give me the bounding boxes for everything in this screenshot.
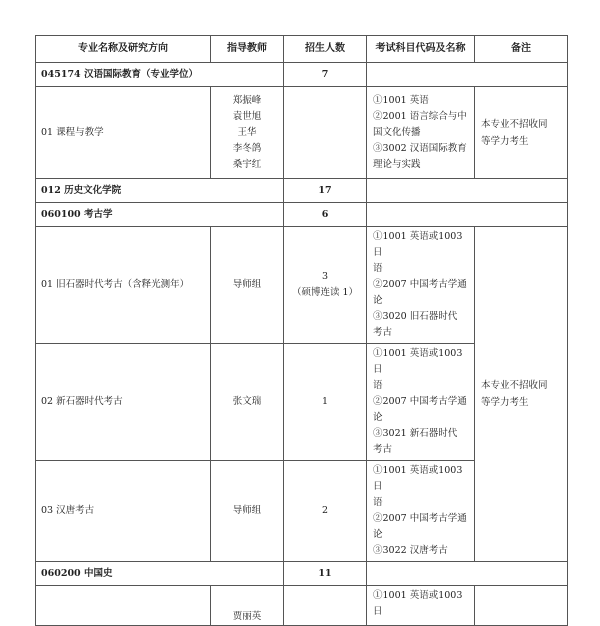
exam-line: ①1001 英语或1003 日 (373, 465, 463, 492)
exam-line: 理论与实践 (373, 158, 421, 170)
remark-line: 等学力考生 (481, 135, 529, 147)
tutor-name: 导师组 (211, 227, 284, 344)
count-value: 3 (321, 271, 329, 282)
enrollment-table (35, 35, 568, 626)
remark-line: 本专业不招收同 (481, 118, 548, 130)
group-row (36, 63, 568, 87)
exam-line: ①1001 英语或1003 日 (373, 590, 463, 617)
tutor-name: 贾丽英 (211, 586, 284, 626)
table-row (36, 87, 568, 179)
group-name: 060200 中国史 (36, 562, 284, 586)
exam-line: 考古 (373, 444, 393, 455)
group-count: 6 (284, 203, 367, 227)
exam-line: ①1001 英语或1003 日 (373, 348, 463, 375)
tutor-name: 郑振峰 (232, 94, 262, 106)
research-direction: 01 旧石器时代考古（含释光测年） (36, 227, 211, 344)
research-direction: 02 新石器时代考古 (36, 344, 211, 461)
tutor-list (211, 87, 284, 179)
group-count: 17 (284, 179, 367, 203)
tutor-name: 导师组 (211, 461, 284, 562)
remark (475, 227, 568, 562)
exam-line: ③3022 汉唐考古 (373, 545, 448, 556)
exam-line: ①1001 英语或1003 日 (373, 231, 463, 258)
enrollment-count: 1 (284, 344, 367, 461)
header-row (36, 36, 568, 63)
remark-line: 本专业不招收同 (481, 380, 548, 391)
exam-line: 语 (373, 380, 383, 391)
group-row (36, 562, 568, 586)
enrollment-count: 2 (284, 461, 367, 562)
group-name: 060100 考古学 (36, 203, 284, 227)
exam-line: 论 (373, 412, 383, 423)
header-count: 招生人数 (284, 36, 367, 63)
group-name: 045174 汉语国际教育（专业学位） (36, 63, 284, 87)
exam-line: ②2007 中国考古学通 (373, 513, 467, 524)
exam-line: ②2007 中国考古学通 (373, 279, 467, 290)
exam-subjects (367, 461, 475, 562)
table-row (36, 586, 568, 626)
exam-subjects (367, 227, 475, 344)
exam-line: 语 (373, 263, 383, 274)
research-direction: 03 汉唐考古 (36, 461, 211, 562)
exam-line: 语 (373, 497, 383, 508)
table-row (36, 227, 568, 344)
group-count: 11 (284, 562, 367, 586)
header-major: 专业名称及研究方向 (36, 36, 211, 63)
enrollment-document (35, 35, 568, 626)
header-note: 备注 (475, 36, 568, 63)
group-row (36, 179, 568, 203)
tutor-name: 王华 (237, 126, 257, 138)
group-name: 012 历史文化学院 (36, 179, 284, 203)
exam-subjects (367, 87, 475, 179)
tutor-name: 张文瑞 (211, 344, 284, 461)
exam-line: ③3021 新石器时代 (373, 428, 458, 439)
exam-line: 论 (373, 529, 383, 540)
remark-line: 等学力考生 (481, 397, 529, 408)
exam-line: 论 (373, 295, 383, 306)
tutor-name: 李冬鸽 (232, 142, 262, 154)
exam-subjects (367, 586, 475, 626)
header-tutor: 指导教师 (211, 36, 284, 63)
group-row (36, 203, 568, 227)
tutor-name: 桑宇红 (232, 158, 262, 170)
exam-line: ③3020 旧石器时代 (373, 311, 458, 322)
tutor-name: 袁世旭 (232, 110, 262, 122)
exam-line: 考古 (373, 327, 393, 338)
exam-line: ①1001 英语 (373, 94, 429, 106)
header-exam: 考试科目代码及名称 (367, 36, 475, 63)
enrollment-count (284, 227, 367, 344)
group-count: 7 (284, 63, 367, 87)
remark (475, 87, 568, 179)
exam-line: ③3002 汉语国际教育 (373, 142, 467, 154)
exam-line: 国文化传播 (373, 126, 421, 138)
exam-line: ②2007 中国考古学通 (373, 396, 467, 407)
research-direction: 01 课程与教学 (36, 87, 211, 179)
exam-subjects (367, 344, 475, 461)
exam-line: ②2001 语言综合与中 (373, 110, 467, 122)
count-note: （硕博连读 1） (291, 287, 359, 298)
